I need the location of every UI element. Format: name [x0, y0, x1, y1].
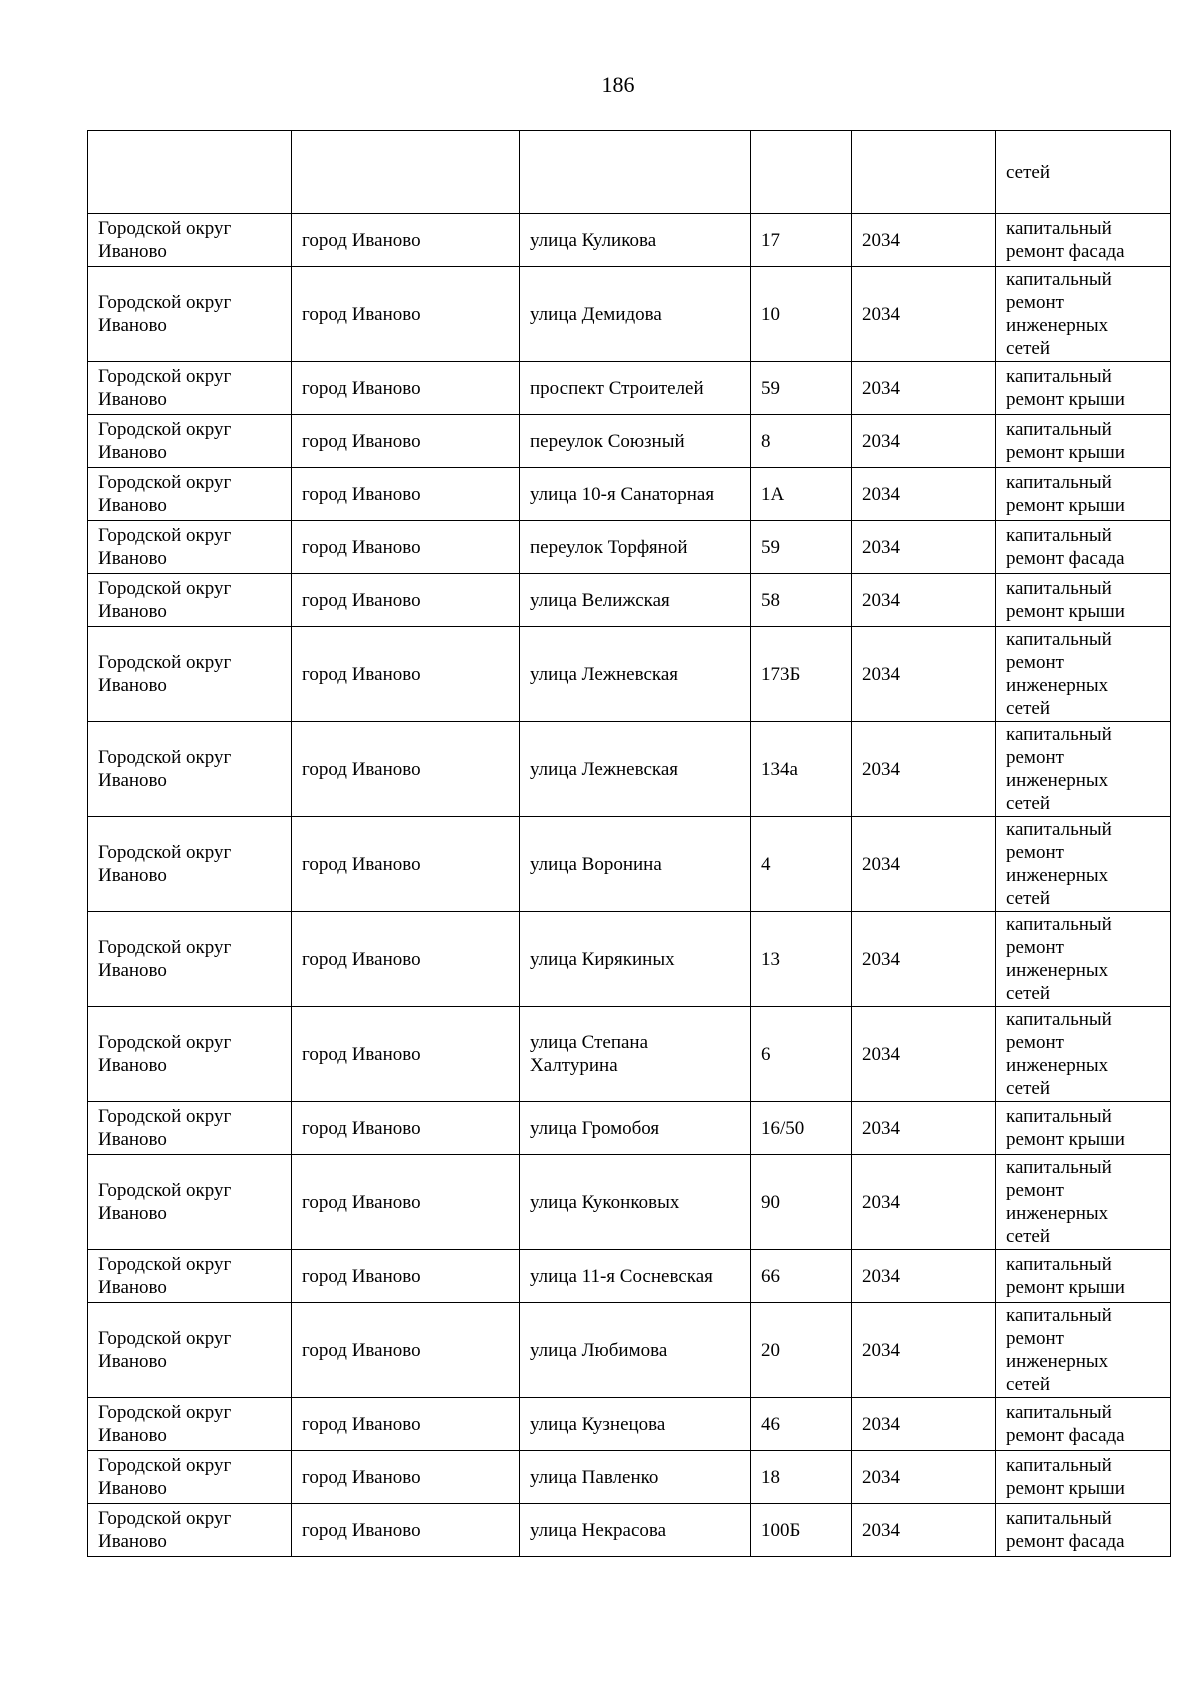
cell-work: капитальный ремонт инженерных сетей [996, 1155, 1171, 1250]
cell-work: капитальный ремонт фасада [996, 214, 1171, 267]
page-number: 186 [601, 72, 635, 97]
table-row [88, 1007, 1171, 1102]
cell-year: 2034 [852, 574, 996, 627]
cell-district: Городской округ Иваново [88, 1504, 292, 1557]
cell-work: капитальный ремонт инженерных сетей [996, 1303, 1171, 1398]
cell-district: Городской округ Иваново [88, 1102, 292, 1155]
cell-city: город Иваново [292, 1451, 520, 1504]
cell-street: улица Павленко [520, 1451, 751, 1504]
cell-city: город Иваново [292, 912, 520, 1007]
cell-district: Городской округ Иваново [88, 362, 292, 415]
cell-year: 2034 [852, 415, 996, 468]
cell-year: 2034 [852, 1451, 996, 1504]
cell-work: капитальный ремонт крыши [996, 1102, 1171, 1155]
cell-work: капитальный ремонт инженерных сетей [996, 267, 1171, 362]
cell-district: Городской округ Иваново [88, 214, 292, 267]
cell-district: Городской округ Иваново [88, 1398, 292, 1451]
cell-city: город Иваново [292, 468, 520, 521]
cell-year: 2034 [852, 521, 996, 574]
table-row [88, 214, 1171, 267]
cell-house [751, 131, 852, 214]
cell-district: Городской округ Иваново [88, 267, 292, 362]
cell-city: город Иваново [292, 362, 520, 415]
cell-city: город Иваново [292, 817, 520, 912]
cell-year: 2034 [852, 722, 996, 817]
cell-house: 66 [751, 1250, 852, 1303]
cell-house: 6 [751, 1007, 852, 1102]
cell-city: город Иваново [292, 1155, 520, 1250]
cell-work: капитальный ремонт инженерных сетей [996, 817, 1171, 912]
cell-year: 2034 [852, 1504, 996, 1557]
cell-city: город Иваново [292, 521, 520, 574]
cell-district: Городской округ Иваново [88, 627, 292, 722]
table-row [88, 912, 1171, 1007]
cell-street: улица Лежневская [520, 627, 751, 722]
cell-year: 2034 [852, 1102, 996, 1155]
cell-house: 134а [751, 722, 852, 817]
cell-street: улица Воронина [520, 817, 751, 912]
cell-city: город Иваново [292, 574, 520, 627]
cell-street: переулок Союзный [520, 415, 751, 468]
cell-city: город Иваново [292, 627, 520, 722]
cell-district: Городской округ Иваново [88, 415, 292, 468]
cell-work: капитальный ремонт крыши [996, 468, 1171, 521]
cell-city: город Иваново [292, 1102, 520, 1155]
cell-street [520, 131, 751, 214]
table-row [88, 1504, 1171, 1557]
cell-work: капитальный ремонт фасада [996, 521, 1171, 574]
cell-work: капитальный ремонт крыши [996, 362, 1171, 415]
cell-house: 58 [751, 574, 852, 627]
table-row [88, 1398, 1171, 1451]
cell-city: город Иваново [292, 1007, 520, 1102]
cell-street: улица Велижская [520, 574, 751, 627]
table-row [88, 1303, 1171, 1398]
cell-street: улица Громобоя [520, 1102, 751, 1155]
cell-house: 8 [751, 415, 852, 468]
cell-year: 2034 [852, 214, 996, 267]
cell-work: капитальный ремонт крыши [996, 574, 1171, 627]
cell-house: 17 [751, 214, 852, 267]
cell-work: капитальный ремонт инженерных сетей [996, 912, 1171, 1007]
cell-year: 2034 [852, 627, 996, 722]
table-row [88, 415, 1171, 468]
cell-district: Городской округ Иваново [88, 521, 292, 574]
cell-city: город Иваново [292, 1504, 520, 1557]
cell-house: 10 [751, 267, 852, 362]
cell-year: 2034 [852, 267, 996, 362]
cell-street: улица Демидова [520, 267, 751, 362]
cell-street: улица Куликова [520, 214, 751, 267]
table-row [88, 627, 1171, 722]
cell-year: 2034 [852, 817, 996, 912]
table-row-continuation [88, 131, 1171, 214]
cell-street: улица Лежневская [520, 722, 751, 817]
cell-street: улица Кузнецова [520, 1398, 751, 1451]
table-row [88, 1451, 1171, 1504]
cell-year: 2034 [852, 1303, 996, 1398]
table-row [88, 574, 1171, 627]
cell-house: 90 [751, 1155, 852, 1250]
table-row [88, 521, 1171, 574]
cell-city: город Иваново [292, 267, 520, 362]
cell-year: 2034 [852, 1007, 996, 1102]
cell-district: Городской округ Иваново [88, 1451, 292, 1504]
table-body [88, 131, 1171, 1557]
cell-work: капитальный ремонт инженерных сетей [996, 722, 1171, 817]
cell-city [292, 131, 520, 214]
cell-city: город Иваново [292, 1303, 520, 1398]
cell-street: проспект Строителей [520, 362, 751, 415]
table-row [88, 817, 1171, 912]
cell-street: улица Кирякиных [520, 912, 751, 1007]
cell-house: 20 [751, 1303, 852, 1398]
cell-house: 4 [751, 817, 852, 912]
cell-work: капитальный ремонт крыши [996, 415, 1171, 468]
table-row [88, 1102, 1171, 1155]
cell-house: 100Б [751, 1504, 852, 1557]
cell-district: Городской округ Иваново [88, 1007, 292, 1102]
cell-city: город Иваново [292, 214, 520, 267]
table-row [88, 1250, 1171, 1303]
cell-house: 173Б [751, 627, 852, 722]
table-row [88, 362, 1171, 415]
cell-street: улица Некрасова [520, 1504, 751, 1557]
cell-house: 16/50 [751, 1102, 852, 1155]
cell-city: город Иваново [292, 1250, 520, 1303]
table-row [88, 267, 1171, 362]
cell-work: капитальный ремонт крыши [996, 1250, 1171, 1303]
cell-year: 2034 [852, 912, 996, 1007]
cell-district: Городской округ Иваново [88, 1250, 292, 1303]
cell-street: улица Степана Халтурина [520, 1007, 751, 1102]
cell-house: 46 [751, 1398, 852, 1451]
cell-work: капитальный ремонт инженерных сетей [996, 1007, 1171, 1102]
cell-district: Городской округ Иваново [88, 722, 292, 817]
cell-work: капитальный ремонт фасада [996, 1398, 1171, 1451]
table-row [88, 722, 1171, 817]
cell-district: Городской округ Иваново [88, 1155, 292, 1250]
cell-year: 2034 [852, 1398, 996, 1451]
cell-city: город Иваново [292, 415, 520, 468]
cell-year: 2034 [852, 1155, 996, 1250]
cell-house: 13 [751, 912, 852, 1007]
cell-street: улица Любимова [520, 1303, 751, 1398]
cell-district: Городской округ Иваново [88, 817, 292, 912]
cell-district: Городской округ Иваново [88, 1303, 292, 1398]
cell-year: 2034 [852, 468, 996, 521]
cell-city: город Иваново [292, 1398, 520, 1451]
cell-house: 18 [751, 1451, 852, 1504]
cell-street: улица 10-я Санаторная [520, 468, 751, 521]
cell-work: сетей [996, 131, 1171, 214]
cell-year: 2034 [852, 362, 996, 415]
cell-work: капитальный ремонт фасада [996, 1504, 1171, 1557]
cell-house: 1А [751, 468, 852, 521]
cell-street: улица Куконковых [520, 1155, 751, 1250]
cell-district [88, 131, 292, 214]
repair-schedule-table [87, 130, 1171, 1557]
cell-work: капитальный ремонт крыши [996, 1451, 1171, 1504]
cell-street: улица 11-я Сосневская [520, 1250, 751, 1303]
cell-work: капитальный ремонт инженерных сетей [996, 627, 1171, 722]
cell-street: переулок Торфяной [520, 521, 751, 574]
cell-district: Городской округ Иваново [88, 574, 292, 627]
cell-house: 59 [751, 362, 852, 415]
cell-city: город Иваново [292, 722, 520, 817]
cell-year [852, 131, 996, 214]
cell-district: Городской округ Иваново [88, 912, 292, 1007]
cell-house: 59 [751, 521, 852, 574]
table-row [88, 1155, 1171, 1250]
cell-year: 2034 [852, 1250, 996, 1303]
table-row [88, 468, 1171, 521]
cell-district: Городской округ Иваново [88, 468, 292, 521]
